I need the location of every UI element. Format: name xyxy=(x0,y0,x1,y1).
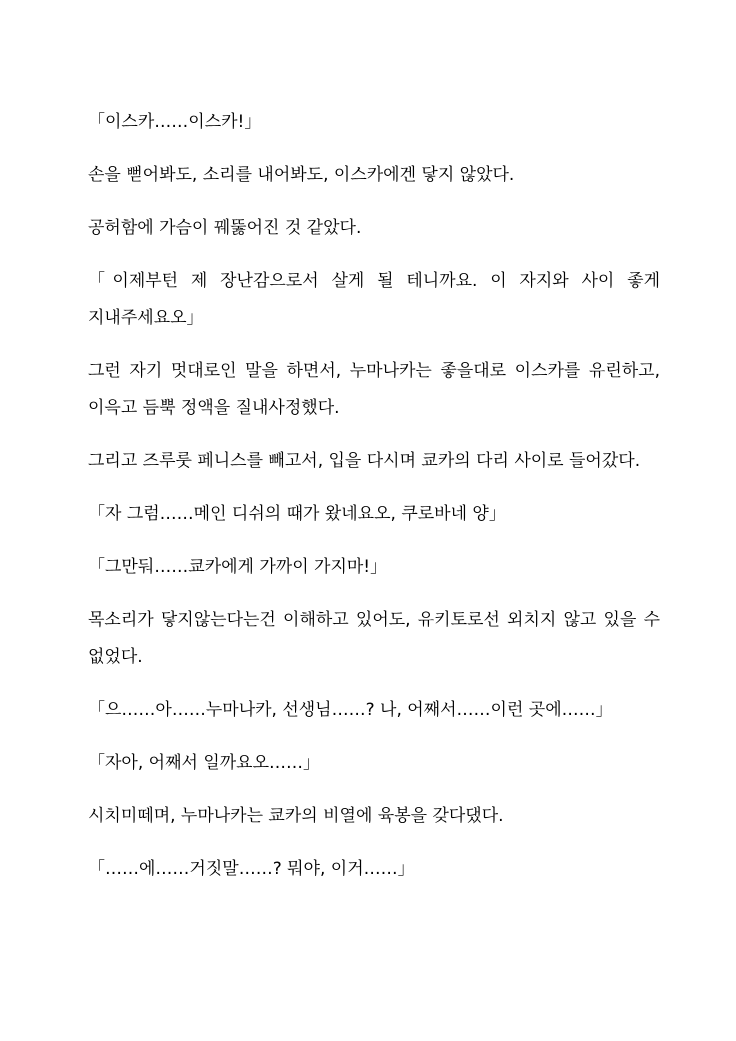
document-page xyxy=(88,104,660,904)
paragraph: 손을 뻗어봐도, 소리를 내어봐도, 이스카에겐 닿지 않았다. xyxy=(88,165,515,185)
paragraph: 「이제부턴 제 장난감으로서 살게 될 테니까요. 이 자지와 사이 좋게 지내주세요오」 xyxy=(88,271,660,328)
paragraph: 「……에……거짓말……? 뭐야, 이거……」 xyxy=(88,859,415,879)
paragraph: 그리고 즈루룻 페니스를 빼고서, 입을 다시며 쿄카의 다리 사이로 들어갔다. xyxy=(88,451,641,471)
paragraph: 「자아, 어째서 일까요오……」 xyxy=(88,753,321,773)
paragraph: 「이스카……이스카!」 xyxy=(88,112,262,132)
paragraph: 공허함에 가슴이 꿰뚫어진 것 같았다. xyxy=(88,218,362,238)
paragraph: 「자 그럼……메인 디쉬의 때가 왔네요오, 쿠로바네 양」 xyxy=(88,504,506,524)
paragraph: 「그만둬……쿄카에게 가까이 가지마!」 xyxy=(88,557,388,577)
paragraph: 시치미떼며, 누마나카는 쿄카의 비열에 육봉을 갖다댔다. xyxy=(88,806,504,826)
paragraph: 「으……아……누마나카, 선생님……? 나, 어째서……이런 곳에……」 xyxy=(88,700,613,720)
paragraph: 그런 자기 멋대로인 말을 하면서, 누마나카는 좋을대로 이스카를 유린하고, 이윽고 듬뿍 정액을 질내사정했다. xyxy=(88,361,660,418)
paragraph: 목소리가 닿지않는다는건 이해하고 있어도, 유키토로선 외치지 않고 있을 수 없었다. xyxy=(88,610,660,667)
